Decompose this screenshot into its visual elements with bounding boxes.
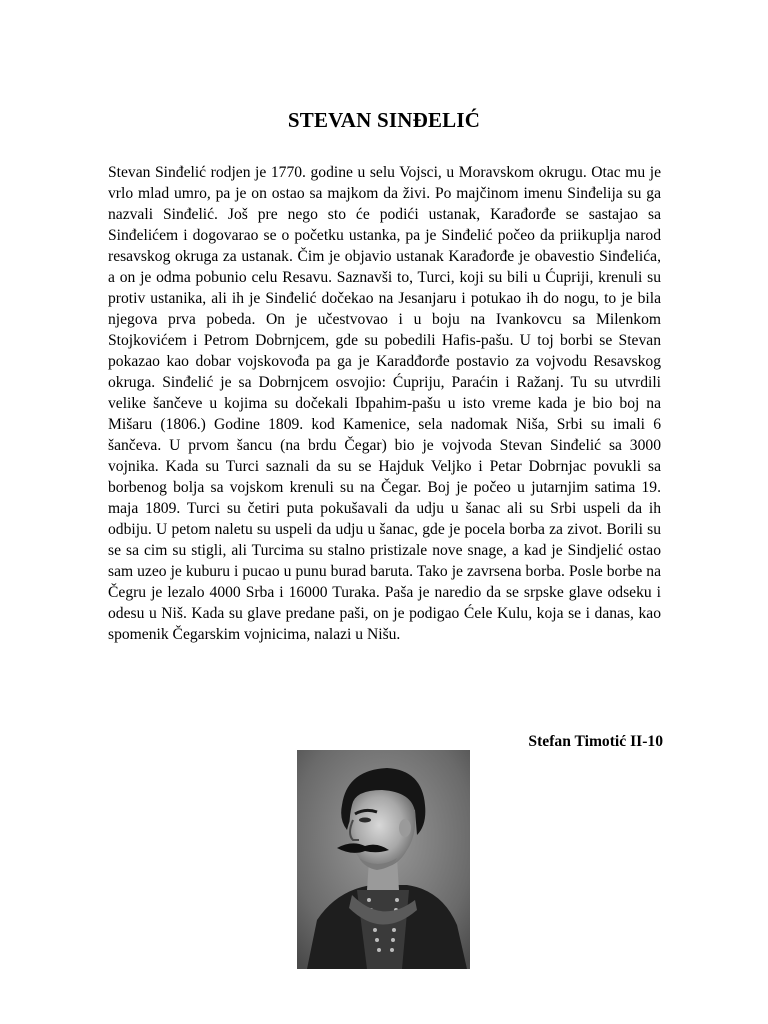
document-body: Stevan Sinđelić rodjen je 1770. godine u selu Vojsci, u Moravskom okrugu. Otac mu je vrlo mlad umro, pa je on ostao sa majkom da živi. Po majčinom imenu Sinđelija su ga nazvali Sinđelić. Još pre nego sto će podići ustanak, Karađorđe se sastajao sa Sinđelićem i dogovarao se o početku ustanka, pa je Sinđelić počeo da priikuplja narod resavskog okruga za ustanak. Čim je objavio ustanak Karađorđe je obavestio Sinđelića, a on je odma pobunio celu Resavu. Saznavši to, Turci, koji su bili u Ćupriji, krenuli su protiv ustanika, ali ih je Sinđelić dočekao na Jesanjaru i potukao ih do nogu, to je bila njegova prva pobeda. On je učestvovao i u boju na Ivankovcu sa Milenkom Stojkovićem i Petrom Dobrnjcem, gde su pobedili Hafis-pašu. U toj borbi se Stevan pokazao kao dobar vojskovođa pa ga je Karadđorđe postavio za vojvodu Resavskog okruga. Sinđelić je sa Dobrnjcem osvojio: Ćupriju, Paraćin i Ražanj. Tu su utvrdili velike šančeve u kojima su dočekali Ibpahim-pašu u isto vreme kada je bio boj na Mišaru (1806.) Godine 1809. kod Kamenice, sela nadomak Niša, Srbi su imali 6 šančeva. U prvom šancu (na brdu Čegar) bio je vojvoda Stevan Sinđelić sa 3000 vojnika. Kada su Turci saznali da su se Hajduk Veljko i Petar Dobrnjac povukli sa borbenog bolja sa vojskom krenuli su na Čegar. Boj je počeo u jutarnjim satima 19. maja 1809. Turci su četiri puta pokušavali da udju u šanac ali su Srbi uspeli da ih odbiju. U petom naletu su uspeli da udju u šanac, gde je pocela borba za zivot. Borili su se sa cim su stigli, ali Turcima su stalno pristizale nove snage, a kad je Sindjelić ostao sam uzeo je kuburu i pucao u punu burad baruta. Tako je zavrsena borba. Posle borbe na Čegru je lezalo 4000 Srba i 16000 Turaka. Paša je naredio da se srpske glave odseku i odesu u Niš. Kada su glave predane paši, on je podigao Ćele Kulu, koja se i danas, kao spomenik Čegarskim vojnicima, nalazi u Nišu. — [108, 164, 661, 643]
author-signature: Stefan Timotić II-10 — [528, 733, 663, 750]
portrait-image — [297, 750, 470, 969]
document-title: STEVAN SINĐELIĆ — [287, 108, 481, 132]
portrait-engraving-icon — [297, 750, 470, 969]
